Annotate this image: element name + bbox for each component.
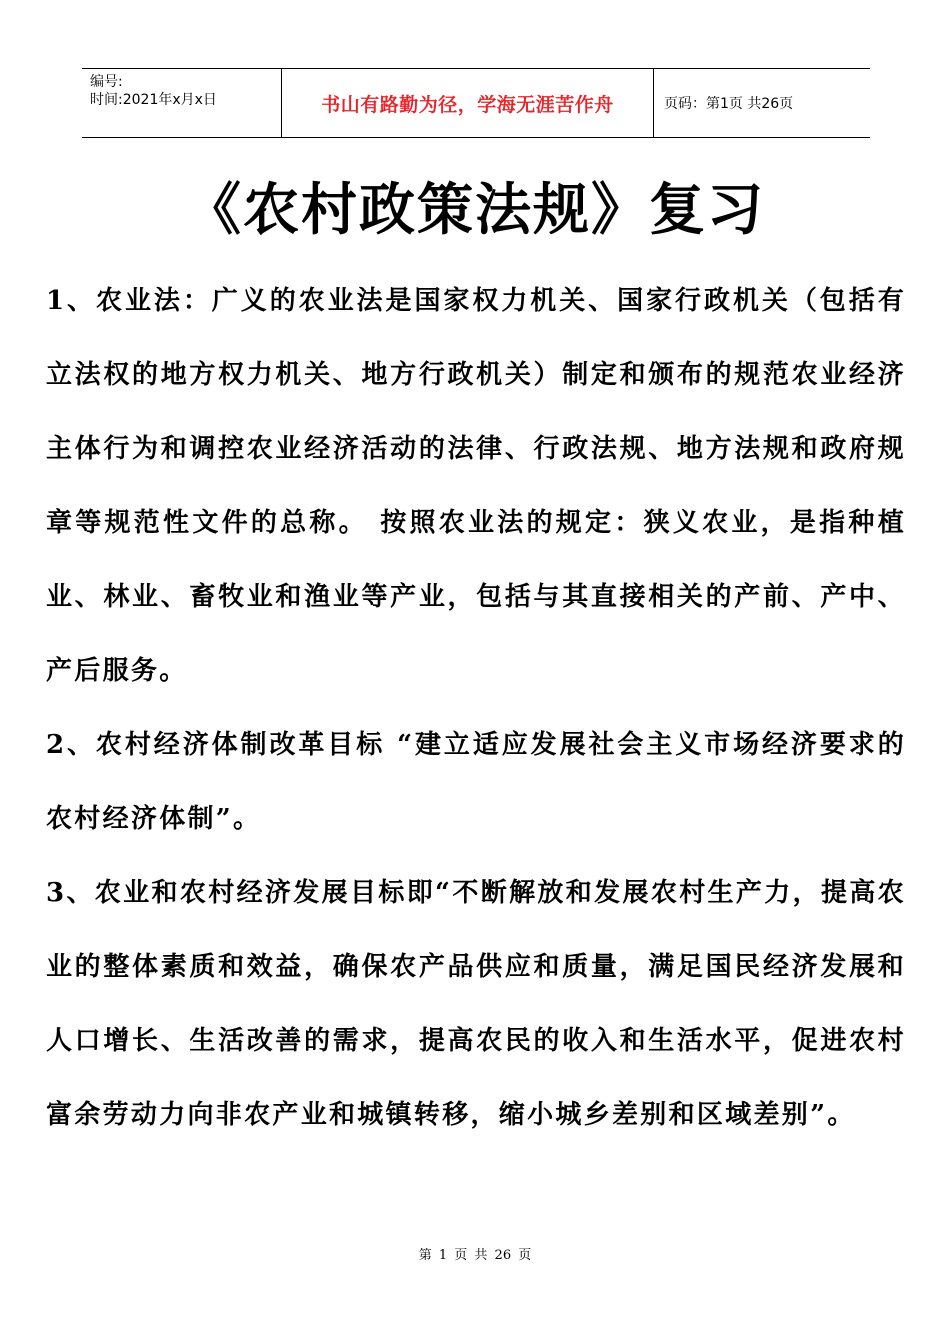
page-header [82,68,870,138]
header-meta [82,69,282,137]
header-page-info: 页码：第1页 共26页 [664,96,794,112]
page-footer: 第 1 页 共 26 页 [418,1248,532,1263]
document-body [46,264,906,1152]
number-label: 编号: [90,74,123,90]
time-label: 时间:2021年x月x日 [90,92,217,108]
paragraph-2: 2、农村经济体制改革目标 “建立适应发展社会主义市场经济要求的农村经济体制”。 [46,730,906,834]
document-title: 《农村政策法规》复习 [185,177,765,243]
paragraph-1: 1、农业法：广义的农业法是国家权力机关、国家行政机关（包括有立法权的地方权力机关、地方行政机关）制定和颁布的规范农业经济主体行为和调控农业经济活动的法律、行政法规、地方法规和政府规章等规范性文件的总称。 按照农业法的规定：狭义农业，是指种植业、林业、畜牧业和渔业等产业，包括与其直接相关的产前、产中、产后服务。 [46,286,906,686]
paragraph-3: 3、农业和农村经济发展目标即“不断解放和发展农村生产力，提高农业的整体素质和效益，确保农产品供应和质量，满足国民经济发展和人口增长、生活改善的需求，提高农民的收入和生活水平，促进农村富余劳动力向非农产业和城镇转移，缩小城乡差别和区域差别”。 [46,878,906,1130]
header-motto: 书山有路勤为径，学海无涯苦作舟 [282,69,654,137]
